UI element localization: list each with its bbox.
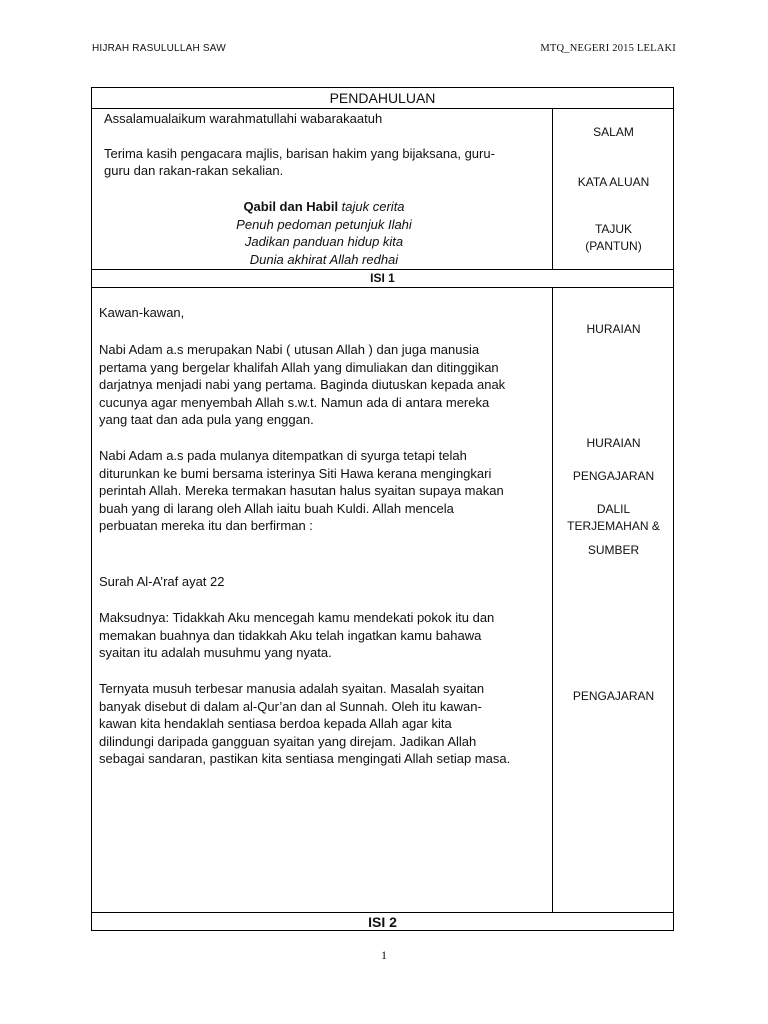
- paragraph-line: syaitan itu adalah musuhmu yang nyata.: [99, 645, 332, 660]
- paragraph-line: cucunya agar menyembah Allah s.w.t. Namun ada di antara mereka: [99, 394, 490, 410]
- note-pengajaran: [553, 468, 674, 485]
- isi1-paragraph-1: [99, 341, 539, 429]
- pantun-line-rest: tajuk cerita: [338, 199, 405, 214]
- paragraph-line: diturunkan ke bumi bersama isterinya Siti Hawa kerana mengingkari: [99, 465, 492, 481]
- note-pengajaran: [553, 688, 674, 705]
- pantun-line: [104, 216, 544, 234]
- paragraph-line: kawan kita hendaklah sentiasa berdoa kepada Allah agar kita: [99, 716, 452, 731]
- note-tajuk: [553, 221, 674, 255]
- paragraph-line: pertama yang bergelar khalifah Allah yang dimuliakan dan ditinggikan: [99, 359, 499, 375]
- isi1-paragraph-3: [99, 609, 539, 662]
- note-salam: [553, 124, 674, 141]
- paragraph-line: banyak disebut di dalam al-Qur’an dan al Sunnah. Oleh itu kawan-: [99, 698, 482, 714]
- note-label: TAJUK: [594, 222, 633, 236]
- intro-content: [104, 110, 544, 270]
- header-competition-label: MTQ_NEGERI 2015 LELAKI: [540, 43, 676, 54]
- isi1-greeting: Kawan-kawan,: [99, 305, 185, 320]
- note-label: SUMBER: [587, 543, 640, 557]
- header-document-title: HIJRAH RASULULLAH SAW: [92, 43, 226, 54]
- paragraph-line: perbuatan mereka itu dan berfirman :: [99, 518, 313, 533]
- paragraph-line: darjatnya menjadi nabi yang pertama. Baginda diutuskan kepada anak: [99, 377, 506, 392]
- paragraph-line: sebagai sandaran, pastikan kita sentiasa mengingati Allah setiap masa.: [99, 751, 511, 766]
- pantun-line-text: Jadikan panduan hidup kita: [244, 234, 404, 249]
- note-label: HURAIAN: [586, 436, 641, 450]
- intro-thanks-line: guru dan rakan-rakan sekalian.: [104, 163, 284, 178]
- paragraph-line: Maksudnya: Tidakkah Aku mencegah kamu mendekati pokok itu dan: [99, 610, 495, 625]
- page-number: 1: [381, 948, 387, 962]
- note-label: SALAM: [593, 125, 634, 139]
- pantun-line-text: Penuh pedoman petunjuk Ilahi: [236, 216, 412, 232]
- divider: [92, 287, 673, 288]
- pantun-title: Qabil dan Habil: [243, 199, 339, 214]
- pantun-line: [104, 251, 544, 269]
- note-label: HURAIAN: [586, 322, 641, 336]
- note-label: PENGAJARAN: [572, 469, 655, 483]
- note-label: TERJEMAHAN &: [567, 519, 660, 533]
- note-huraian: [553, 321, 674, 338]
- divider: [92, 108, 673, 109]
- paragraph-line: Ternyata musuh terbesar manusia adalah syaitan. Masalah syaitan: [99, 681, 485, 696]
- intro-greeting: Assalamualaikum warahmatullahi wabarakaatuh: [104, 111, 383, 126]
- column-divider: [552, 287, 553, 912]
- surah-reference: Surah Al-A’raf ayat 22: [99, 574, 225, 589]
- intro-thanks-line: Terima kasih pengacara majlis, barisan hakim yang bijaksana, guru-: [104, 146, 495, 161]
- pantun-line: [104, 198, 544, 216]
- note-label: DALIL: [596, 502, 631, 516]
- note-kata-aluan: [553, 174, 674, 191]
- paragraph-line: buah yang di larang oleh Allah iaitu buah Kuldi. Allah mencela: [99, 500, 454, 516]
- section-title-pendahuluan: PENDAHULUAN: [329, 90, 436, 106]
- note-label: (PANTUN): [585, 239, 642, 253]
- isi1-paragraph-2: [99, 447, 539, 535]
- pantun: [104, 198, 544, 268]
- isi1-paragraph-4: [99, 680, 539, 768]
- pantun-line-text: Dunia akhirat Allah redhai: [249, 251, 399, 267]
- section-title-isi-1: ISI 1: [370, 271, 395, 285]
- paragraph-line: perintah Allah. Mereka termakan hasutan halus syaitan supaya makan: [99, 483, 504, 498]
- section-title-isi-2: ISI 2: [368, 914, 397, 930]
- pantun-line: [104, 233, 544, 251]
- note-label: KATA ALUAN: [577, 175, 650, 189]
- isi1-content: [99, 304, 544, 904]
- paragraph-line: yang taat dan ada pula yang enggan.: [99, 412, 314, 427]
- note-dalil: [553, 501, 674, 535]
- script-table: [91, 87, 674, 931]
- paragraph-line: memakan buahnya dan tidakkah Aku telah ingatkan kamu bahawa: [99, 627, 482, 643]
- paragraph-line: Nabi Adam a.s merupakan Nabi ( utusan Allah ) dan juga manusia: [99, 342, 480, 357]
- paragraph-line: dilindungi daripada gangguan syaitan yang direjam. Jadikan Allah: [99, 733, 477, 749]
- note-label: PENGAJARAN: [572, 689, 655, 703]
- note-sumber: [553, 542, 674, 559]
- note-huraian: [553, 435, 674, 452]
- paragraph-line: Nabi Adam a.s pada mulanya ditempatkan di syurga tetapi telah: [99, 448, 467, 463]
